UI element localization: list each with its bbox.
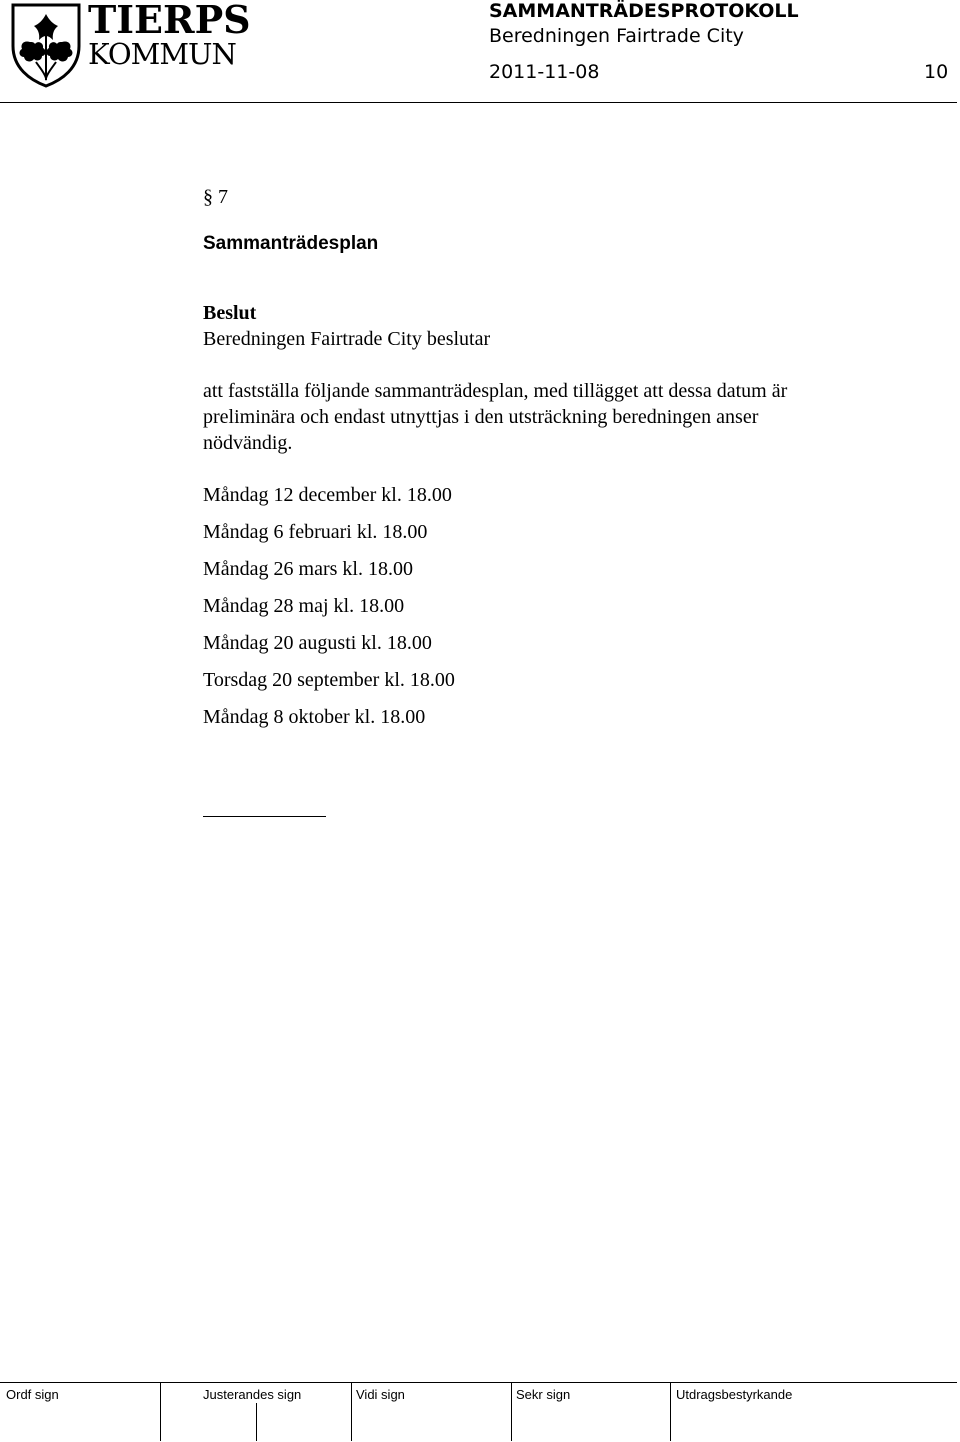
tierps-kommun-logo — [10, 0, 251, 88]
meeting-date-item: Torsdag 20 september kl. 18.00 — [203, 669, 455, 691]
committee-name: Beredningen Fairtrade City — [489, 25, 744, 47]
decision-heading: Beslut — [203, 302, 257, 324]
logo-text-kommun: KOMMUN — [88, 37, 236, 71]
justerandes-sign-label: Justerandes sign — [203, 1387, 302, 1402]
section-end-line — [203, 816, 326, 817]
meeting-date-item: Måndag 26 mars kl. 18.00 — [203, 558, 413, 580]
meeting-date-item: Måndag 6 februari kl. 18.00 — [203, 521, 428, 543]
sekr-sign-label: Sekr sign — [516, 1387, 571, 1402]
decision-intro: Beredningen Fairtrade City beslutar — [203, 328, 491, 350]
meeting-date-item: Måndag 20 augusti kl. 18.00 — [203, 632, 432, 654]
footer-divider — [160, 1383, 161, 1441]
meeting-date-item: Måndag 8 oktober kl. 18.00 — [203, 706, 426, 728]
coat-of-arms-icon — [10, 2, 82, 88]
meeting-date-item: Måndag 12 december kl. 18.00 — [203, 484, 452, 506]
section-title: Sammanträdesplan — [203, 233, 379, 254]
decision-text-line: att fastställa följande sammanträdesplan, med tillägget att dessa datum är — [203, 380, 788, 402]
decision-text-line: nödvändig. — [203, 432, 293, 454]
decision-text-line: preliminära och endast utnyttjas i den utsträckning beredningen anser — [203, 406, 759, 428]
footer-cell-sekr — [510, 1383, 670, 1441]
footer-cell-utdrag — [670, 1383, 957, 1441]
page-header — [0, 0, 960, 104]
vidi-sign-label: Vidi sign — [356, 1387, 405, 1402]
ordf-sign-label: Ordf sign — [6, 1387, 59, 1402]
signature-footer — [0, 1382, 957, 1441]
meeting-date: 2011-11-08 — [489, 61, 600, 83]
document-title: SAMMANTRÄDESPROTOKOLL — [489, 0, 799, 22]
footer-cell-ordf — [0, 1383, 160, 1441]
paragraph-number: § 7 — [203, 186, 228, 208]
footer-cell-vidi — [350, 1383, 510, 1441]
logo-text-tierps: TIERPS — [88, 0, 251, 42]
meeting-date-item: Måndag 28 maj kl. 18.00 — [203, 595, 405, 617]
footer-divider — [256, 1403, 257, 1441]
footer-cell-justerandes — [197, 1383, 347, 1441]
header-divider — [0, 102, 957, 103]
utdragsbestyrkande-label: Utdragsbestyrkande — [676, 1387, 793, 1402]
page-number: 10 — [924, 61, 949, 83]
